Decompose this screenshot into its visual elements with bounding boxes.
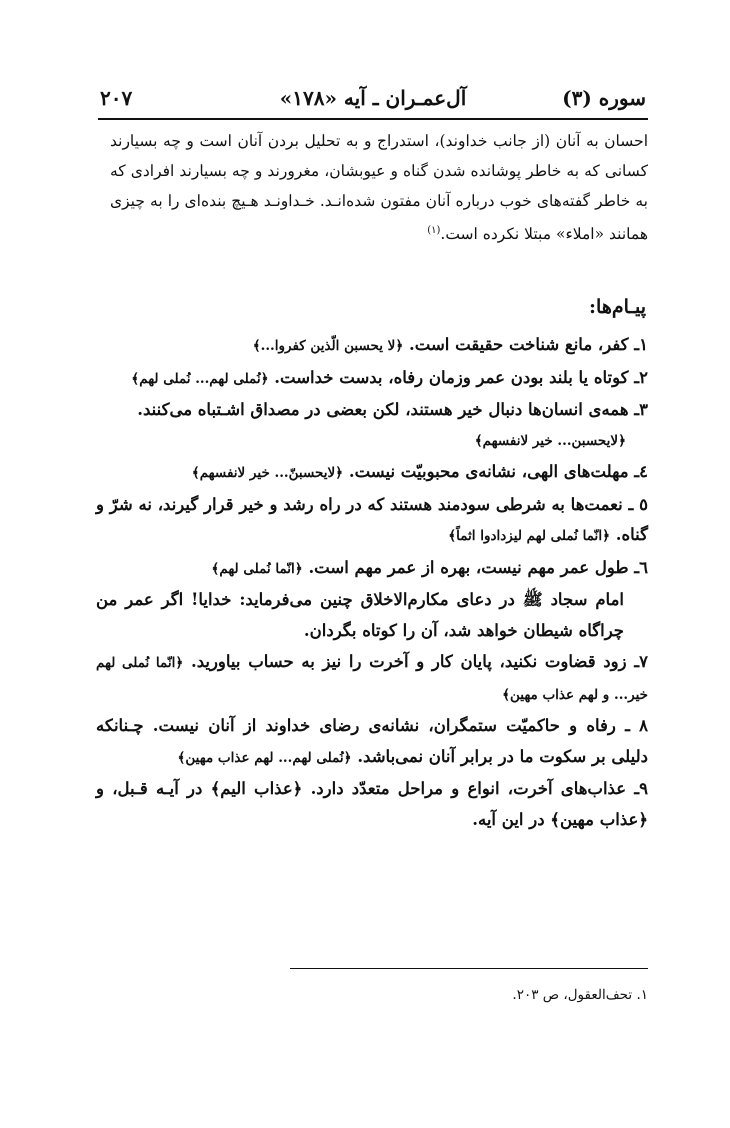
list-item: ۳ـ همه‌ی انسان‌ها دنبال خیر هستند، لکن بعضی در مصداق اشـتباه می‌کنند. ﴿لایحسبن... خیر لانفسهم﴾ bbox=[137, 400, 648, 449]
list-item: ۹ـ عذاب‌های آخرت، انواع و مراحل متعدّد دارد. ﴿عذاب الیم﴾ در آیـه قـبل، و ﴿عذاب مهین﴾ در این آیه. bbox=[96, 779, 648, 829]
footnote-rule bbox=[290, 968, 648, 969]
list-item: ۲ـ کوتاه یا بلند بودن عمر وزمان رفاه، بدست خداست. ﴿نُملی لهم... نُملی لهم﴾ bbox=[131, 367, 648, 387]
messages-list bbox=[96, 330, 648, 836]
list-item: ٦ـ طول عمر مهم نیست، بهره از عمر مهم است. ﴿انّما نُملی لهم﴾ bbox=[211, 557, 648, 577]
intro-paragraph bbox=[110, 126, 648, 249]
surah-label: سوره (۳) bbox=[562, 86, 646, 110]
header-rule bbox=[98, 118, 648, 120]
chapter-ayah-label: آل‌عمـران ـ آیه «۱۷۸» bbox=[279, 86, 467, 110]
list-item: ٥ ـ نعمت‌ها به شرطی سودمند هستند که در راه رشد و خیر قرار گیرند، نه شرّ و گناه. ﴿انّما نُملی لهم لیزدادوا اثماً﴾ bbox=[96, 494, 648, 544]
list-item: ٤ـ مهلت‌های الهی، نشانه‌ی محبوبیّت نیست. ﴿لایحسبنّ... خیر لانفسهم﴾ bbox=[191, 462, 648, 481]
section-title: پیـام‌ها: bbox=[589, 296, 646, 318]
footnote: ۱. تحف‌العقول، ص ۲۰۳. bbox=[512, 987, 648, 1003]
page-number: ۲۰۷ bbox=[100, 86, 133, 110]
intro-text: احسان به آنان (از جانب خداوند)، استدراج و به تحلیل بردن آنان است و چه بسیارند کسانی که به خاطر پوشانده شدن گناه و عیوبشان، مغرورند و چه بسیارند افرادی که به خاطر گفته‌های خوب درباره آنان مفتون شده‌انـد. خـداونـد هـیچ بنده‌ای را به چیزی همانند «املاء» مبتلا نکرده است. bbox=[110, 132, 648, 244]
list-item: ۸ ـ رفاه و حاکمیّت ستمگران، نشانه‌ی رضای خداوند از آنان نیست. چـنانکه دلیلی بر سکوت ما در برابر آنان نمی‌باشد. ﴿نُملی لهم... لهم عذاب مهین﴾ bbox=[96, 716, 648, 766]
footnote-marker: (۱) bbox=[427, 225, 441, 236]
list-item: امام سجاد ﷺ در دعای مکارم‌الاخلاق چنین می‌فرماید: خدایا! اگر عمر من چراگاه شیطان خواهد شد، آن را کوتاه بگردان. bbox=[96, 590, 624, 640]
page-header bbox=[100, 86, 646, 116]
list-item: ۷ـ زود قضاوت نکنید، پایان کار و آخرت را نیز به حساب بیاورید. ﴿انّما نُملی لهم خیر... و لهم عذاب مهین﴾ bbox=[96, 652, 649, 703]
list-item: ۱ـ کفر، مانع شناخت حقیقت است. ﴿لا یحسبن الّذین کفروا...﴾ bbox=[252, 335, 648, 354]
